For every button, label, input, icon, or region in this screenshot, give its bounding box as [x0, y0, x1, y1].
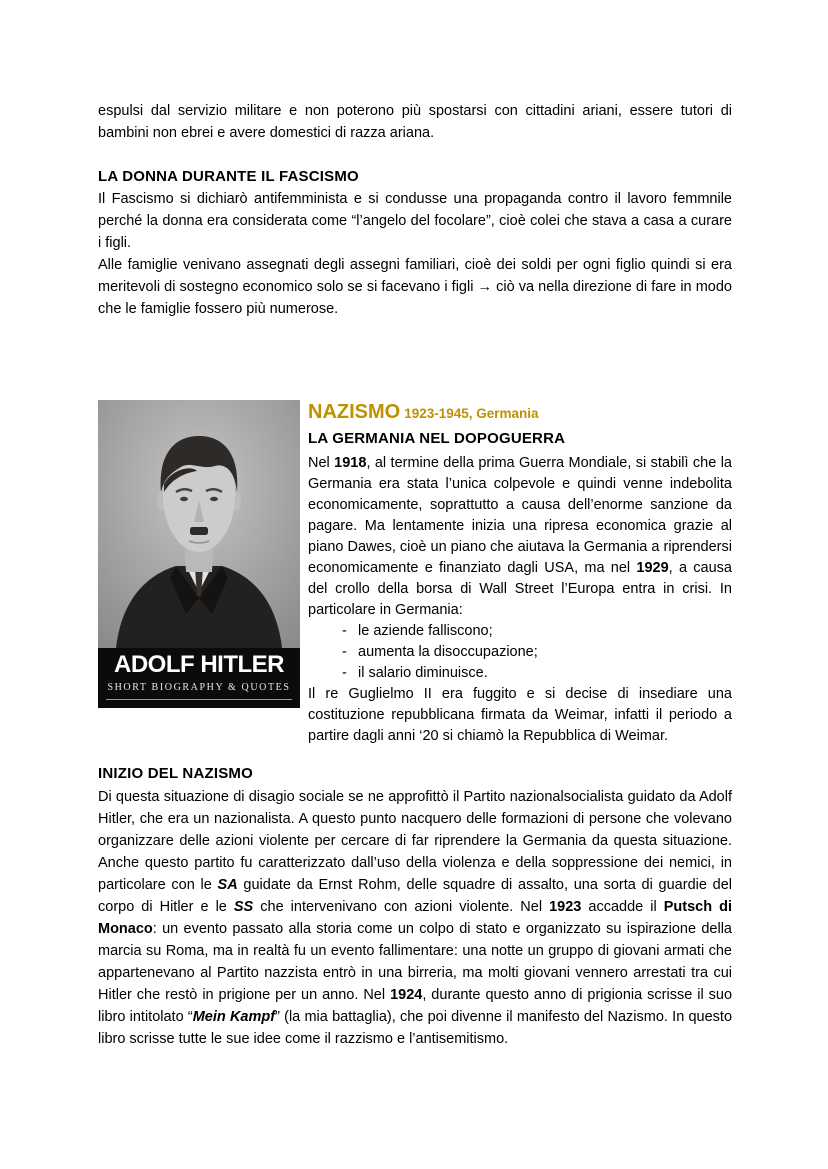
inizio-nazismo-paragraph [98, 786, 732, 1050]
intro-paragraph [98, 100, 732, 144]
text-run: , al termine della prima Guerra Mondiale, si stabilì che la Germania era stata l’unica colpevole e quindi venne indebolita economicamente, soprattutto a causa dell’enorme sanzione da pagare. Ma lentamente inizia una ripresa economica grazie al piano Dawes, cioè un piano che aiutava la Germania a riprendersi economicamente e finanziato dagli USA, ma nel [308, 455, 733, 576]
text-run: ” (la mia battaglia), che poi divenne il manifesto del Nazismo. In questo libro scrisse tutte le sue idee come il razzismo e l’antisemitismo. [98, 1009, 733, 1047]
text-run: Di questa situazione di disagio sociale se ne approfittò il Partito nazionalsocialista guidato da Adolf Hitler, che era un nazionalista. A questo punto nacquero delle formazioni di persone che volevano organizzare delle azioni violente per cercare di far riprendere la Germania da questa situazione. Anche questo partito fu caratterizzato dall’uso della violenza e della soppressione dei nemici, in particolare con le [98, 789, 732, 893]
list-marker: - [342, 644, 347, 660]
crisis-effects-list [308, 621, 732, 684]
list-item [308, 663, 732, 684]
text-run: 1924 [390, 987, 423, 1003]
text-run: Alle famiglie venivano assegnati degli assegni familiari, cioè dei soldi per ogni figlio quindi si era meritevoli di sostegno economico solo se si facevano i figli → ciò va nella direzione di fare in modo che le famiglie fossero più numerose. [98, 257, 732, 317]
heading-dopoguerra: LA GERMANIA NEL DOPOGUERRA [308, 430, 566, 447]
heading-la-donna-fascismo: LA DONNA DURANTE IL FASCISMO [98, 168, 359, 185]
cover-band [98, 648, 300, 705]
heading-nazismo [308, 400, 732, 426]
list-marker: - [342, 623, 347, 639]
fascismo-paragraph-1 [98, 188, 732, 254]
text-run: , a causa del crollo della borsa di Wall Street l’Europa entra in crisi. In particolare in Germania: [308, 560, 732, 618]
list-item-text: il salario diminuisce. [358, 665, 488, 681]
fascismo-paragraph-2 [98, 254, 732, 320]
text-run: espulsi dal servizio militare e non poterono più spostarsi con cittadini ariani, essere tutori di bambini non ebrei e avere domestici di razza ariana. [98, 103, 732, 141]
weimar-paragraph [308, 684, 732, 747]
adolf-hitler-portrait [98, 400, 300, 648]
list-item [308, 642, 732, 663]
cover-title: ADOLF HITLER [114, 651, 284, 678]
text-run: : un evento passato alla storia come un colpo di stato e organizzato su ispirazione della marcia su Roma, ma in realtà fu un evento fallimentare: una notte un gruppo di giovani armati che appartenevano al Partito nazzista entrò in una birreria, ma molti giovani vennero arrestati tra cui Hitler che restò in prigione per un anno. Nel [98, 921, 732, 1003]
cover-subtitle: SHORT BIOGRAPHY & QUOTES [106, 680, 292, 700]
list-item-text: aumenta la disoccupazione; [358, 644, 538, 660]
text-run: Il re Guglielmo II era fuggito e si decise di insediare una costituzione repubblicana firmata da Weimar, infatti il periodo a partire dagli anni ‘20 si chiamò la Repubblica di Weimar. [308, 686, 732, 744]
nazismo-subtitle-text: 1923-1945, Germania [404, 406, 539, 421]
text-run: 1918 [334, 455, 367, 471]
dopoguerra-paragraph [308, 453, 732, 621]
list-item-text: le aziende falliscono; [358, 623, 493, 639]
text-run: Il Fascismo si dichiarò antifemminista e si condusse una propaganda contro il lavoro femmnile perché la donna era considerata come “l’angelo del focolare”, cioè colei che stava a casa a curare i figli. [98, 191, 732, 251]
text-run: Mein Kampf [192, 1009, 276, 1025]
nazismo-text-column [308, 400, 732, 747]
text-run: SA [217, 877, 238, 893]
text-run: 1923 [549, 899, 582, 915]
list-marker: - [342, 665, 347, 681]
text-run: , durante questo anno di prigionia scrisse il suo libro intitolato “ [98, 987, 733, 1025]
text-run: 1929 [636, 560, 669, 576]
text-run: Nel [308, 455, 335, 471]
list-item [308, 621, 732, 642]
text-run: accadde il [581, 899, 664, 915]
text-run: SS [233, 899, 254, 915]
hitler-book-cover [98, 400, 300, 708]
nazismo-section [98, 400, 732, 747]
text-run: Putsch di Monaco [98, 899, 732, 937]
text-run: guidate da Ernst Rohm, delle squadre di assalto, una sorta di guardie del corpo di Hitler e le [98, 877, 732, 915]
nazismo-title-text: NAZISMO [308, 401, 401, 423]
heading-inizio-nazismo: INIZIO DEL NAZISMO [98, 765, 253, 782]
text-run: che intervenivano con azioni violente. Nel [253, 899, 550, 915]
